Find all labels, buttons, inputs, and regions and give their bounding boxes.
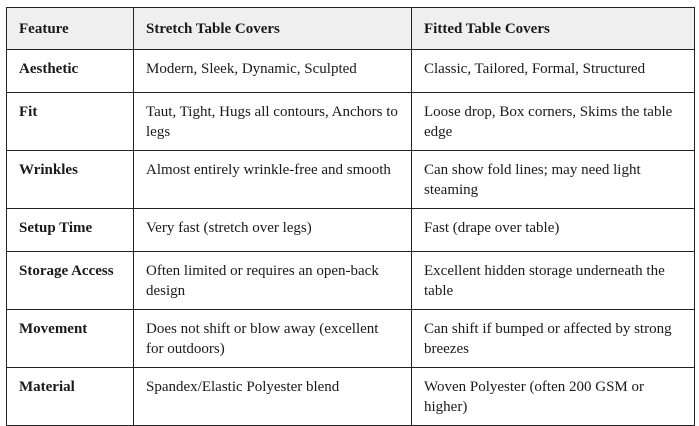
stretch-cell: Does not shift or blow away (excellent for outdoors): [134, 310, 412, 368]
fitted-cell: Can shift if bumped or affected by strong breezes: [412, 310, 695, 368]
header-feature: Feature: [7, 8, 134, 50]
header-stretch-table-covers: Stretch Table Covers: [134, 8, 412, 50]
fitted-cell: Can show fold lines; may need light steaming: [412, 151, 695, 209]
comparison-table: [6, 7, 695, 426]
table-body: [7, 50, 695, 426]
fitted-cell: Woven Polyester (often 200 GSM or higher): [412, 368, 695, 426]
feature-cell: Fit: [7, 93, 134, 151]
feature-cell: Aesthetic: [7, 50, 134, 93]
table-row-material: [7, 368, 695, 426]
stretch-cell: Almost entirely wrinkle-free and smooth: [134, 151, 412, 209]
table-row-fit: [7, 93, 695, 151]
stretch-cell: Taut, Tight, Hugs all contours, Anchors to legs: [134, 93, 412, 151]
table-row-movement: [7, 310, 695, 368]
table-row-setup-time: [7, 209, 695, 252]
table-row-wrinkles: [7, 151, 695, 209]
header-fitted-table-covers: Fitted Table Covers: [412, 8, 695, 50]
feature-cell: Movement: [7, 310, 134, 368]
table-row-storage-access: [7, 252, 695, 310]
feature-cell: Material: [7, 368, 134, 426]
table-row-aesthetic: [7, 50, 695, 93]
header-row: [7, 8, 695, 50]
table-header: [7, 8, 695, 50]
fitted-cell: Excellent hidden storage underneath the table: [412, 252, 695, 310]
fitted-cell: Classic, Tailored, Formal, Structured: [412, 50, 695, 93]
stretch-cell: Spandex/Elastic Polyester blend: [134, 368, 412, 426]
fitted-cell: Loose drop, Box corners, Skims the table edge: [412, 93, 695, 151]
stretch-cell: Very fast (stretch over legs): [134, 209, 412, 252]
feature-cell: Setup Time: [7, 209, 134, 252]
feature-cell: Storage Access: [7, 252, 134, 310]
fitted-cell: Fast (drape over table): [412, 209, 695, 252]
stretch-cell: Often limited or requires an open-back design: [134, 252, 412, 310]
stretch-cell: Modern, Sleek, Dynamic, Sculpted: [134, 50, 412, 93]
feature-cell: Wrinkles: [7, 151, 134, 209]
